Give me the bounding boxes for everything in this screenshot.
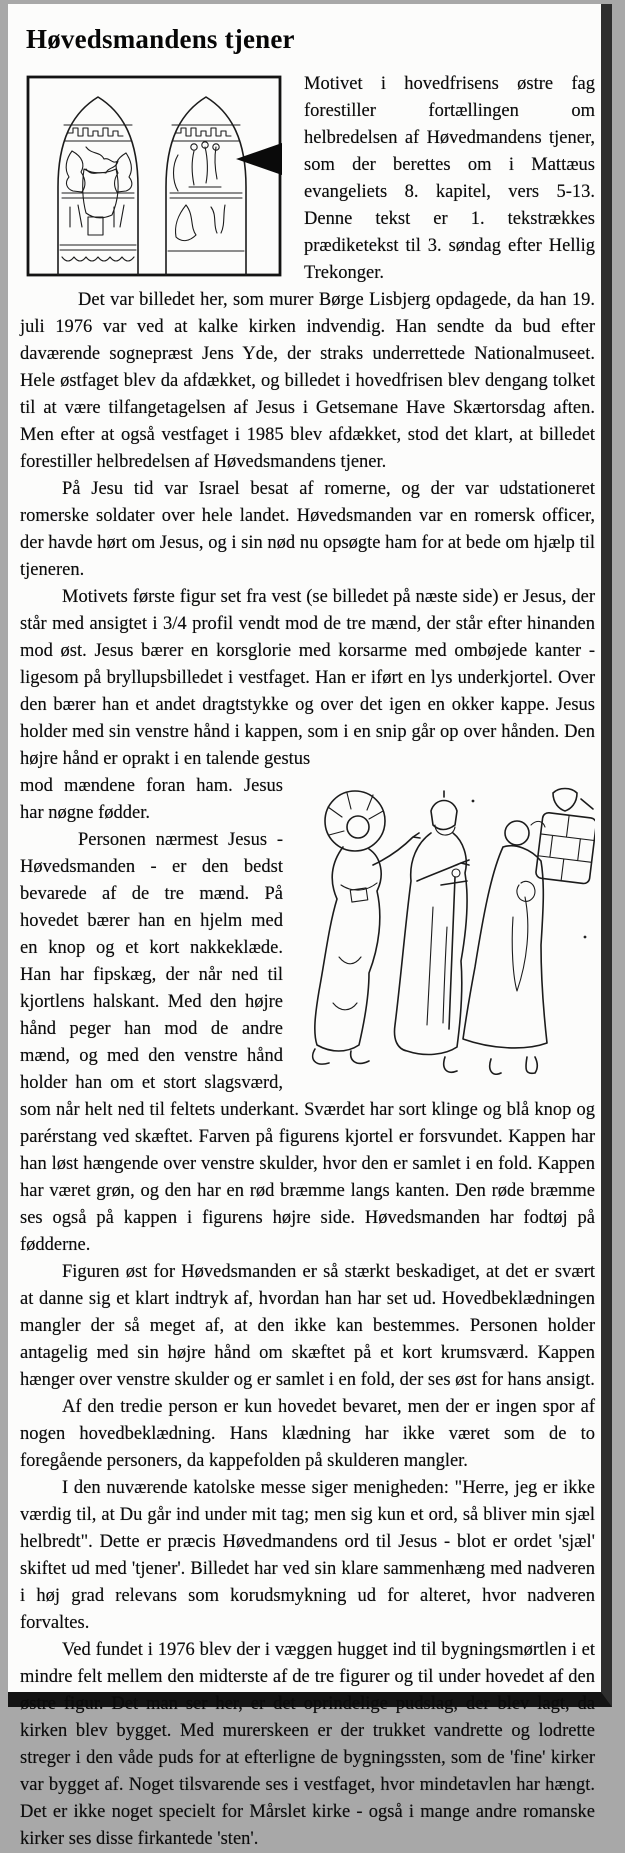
paragraph: Motivets første figur set fra vest (se billedet på næste side) er Jesus, der står med ansigtet i 3/4 profil vendt mod de tre mænd, der står efter hinanden mod øst. Jesus bærer en korsglorie med korsarme med ombøjede kanter - ligesom på bryllupsbilledet i vestfaget. Han er iført en lys underkjortel. Over den bærer han et andet dragtstykke og over det igen en okker kappe. Jesus holder med sin venstre hånd i kappen, som i en snip går op over hånden. Den højre hånd er oprakt i en talende gestus — [20, 587, 595, 769]
fresco-arches-drawing — [26, 75, 292, 279]
fresco-arches-svg — [26, 75, 292, 279]
paragraph: Det var billedet her, som murer Børge Lisbjerg opdagede, da han 19. juli 1976 var ved at kalke kirken indvendig. Han sendte da bud efter daværende sognepræst Jens Yde, der straks underrettede Nationalmuseet. Hele østfaget blev da afdækket, og billedet i hovedfrisen blev dengang tolket til at være tilfangetagelsen af Jesus i Getsemane Have Skærtorsdag aften. Men efter at også vestfaget i 1985 blev afdækket, stod det klart, at billedet forestiller helbredelsen af Høvedsmandens tjener. — [20, 290, 595, 472]
paragraph: Figuren øst for Høvedsmanden er så stærkt beskadiget, at det er svært at danne sig et klart indtryk af, hvordan han har set ud. Hovedbeklædningen mangler der så meget af, at den ikke kan bestemmes. Personen holder antagelig med sin højre hånd om skæftet på et kort krumsværd. Kappen hænger over venstre skulder og er samlet i en fold, der ses øst for hans ansigt. — [20, 1262, 595, 1390]
paragraph: Af den tredie person er kun hovedet bevaret, men der er ingen spor af nogen hovedbeklædning. Hans klædning har ikke været som de to foregående personers, da kappefolden på skulderen mangler. — [20, 1397, 595, 1471]
masonry-block-drawing — [535, 812, 595, 884]
ink-speck — [584, 936, 587, 939]
page-title: Høvedsmandens tjener — [26, 24, 295, 54]
three-figures-svg — [295, 777, 595, 1075]
three-figures-drawing — [295, 777, 595, 1075]
paragraph: Personen nærmest Jesus - Høvedsmanden - er den bedst bevarede af de tre mænd. På hovedet bærer han en hjelm med en knop og et kort nakkeklæde. Han har fipskæg, der når ned til kjortlens halskant. Med den højre hånd peger han mod de andre mænd, og med den venstre hånd holder han om et stort slagsværd, som når helt ned til feltets underkant. Sværdet har sort klinge og blå knop og parérstang ved skæftet. Farven på figurens kjortel er forsvundet. Kappen har han løst hængende over venstre skulder, hvor den er samlet i en fold. Kappen har været grøn, og den har en rød bræmme langs kanten. Den røde bræmme ses også på kappen i figurens højre side. Høvedsmanden har fodtøj på fødderne. — [20, 830, 595, 1255]
paragraph: mod mændene foran ham. Jesus har nøgne fødder. — [20, 776, 283, 823]
paragraph: Ved fundet i 1976 blev der i væggen hugget ind til bygningsmørtlen i et mindre felt mellem den midterste af de tre figurer og til under hovedet af den østre figur. Det man ser her, er det oprindelige pudslag, der blev lagt, da kirken blev bygget. Med murerskeen er der trukket vandrette og lodrette streger i den våde puds for at efterligne de bygningssten, som de 'fine' kirker var bygget af. Noget tilsvarende ses i vestfaget, hvor mindetavlen har hængt. Det er ikke noget specielt for Mårslet kirke - også i mange andre romanske kirker ses disse firkantede 'sten'. — [20, 1640, 595, 1849]
paragraph: Motivet i hovedfrisens østre fag forestiller fortællingen om helbredelsen af Høvedmandens tjener, som der berettes om i Mattæus evangeliets 8. kapitel, vers 5-13. Denne tekst er 1. tekstrækkes prædiketekst til 3. søndag efter Hellig Trekonger. — [304, 74, 595, 283]
paragraph: I den nuværende katolske messe siger menigheden: "Herre, jeg er ikke værdig til, at Du går ind under mit tag; men sig kun et ord, så bliver min sjæl helbredt". Dette er præcis Høvedmandens ord til Jesus - blot er ordet 'sjæl' skiftet ud med 'tjener'. Billedet har ved sin klare sammenhæng med nadveren i høj grad relevans som korudsmykning ud for alteret, hvor nadveren forvaltes. — [20, 1478, 595, 1633]
paragraph: På Jesu tid var Israel besat af romerne, og der var udstationeret romerske soldater over hele landet. Høvedsmanden var en romersk officer, der havde hørt om Jesus, og i sin nød nu opsøgte ham for at bede om hjælp til tjeneren. — [20, 479, 595, 580]
pointer-arrow-icon — [236, 143, 282, 175]
scanned-document-page — [8, 4, 612, 1849]
ink-speck — [472, 800, 475, 803]
